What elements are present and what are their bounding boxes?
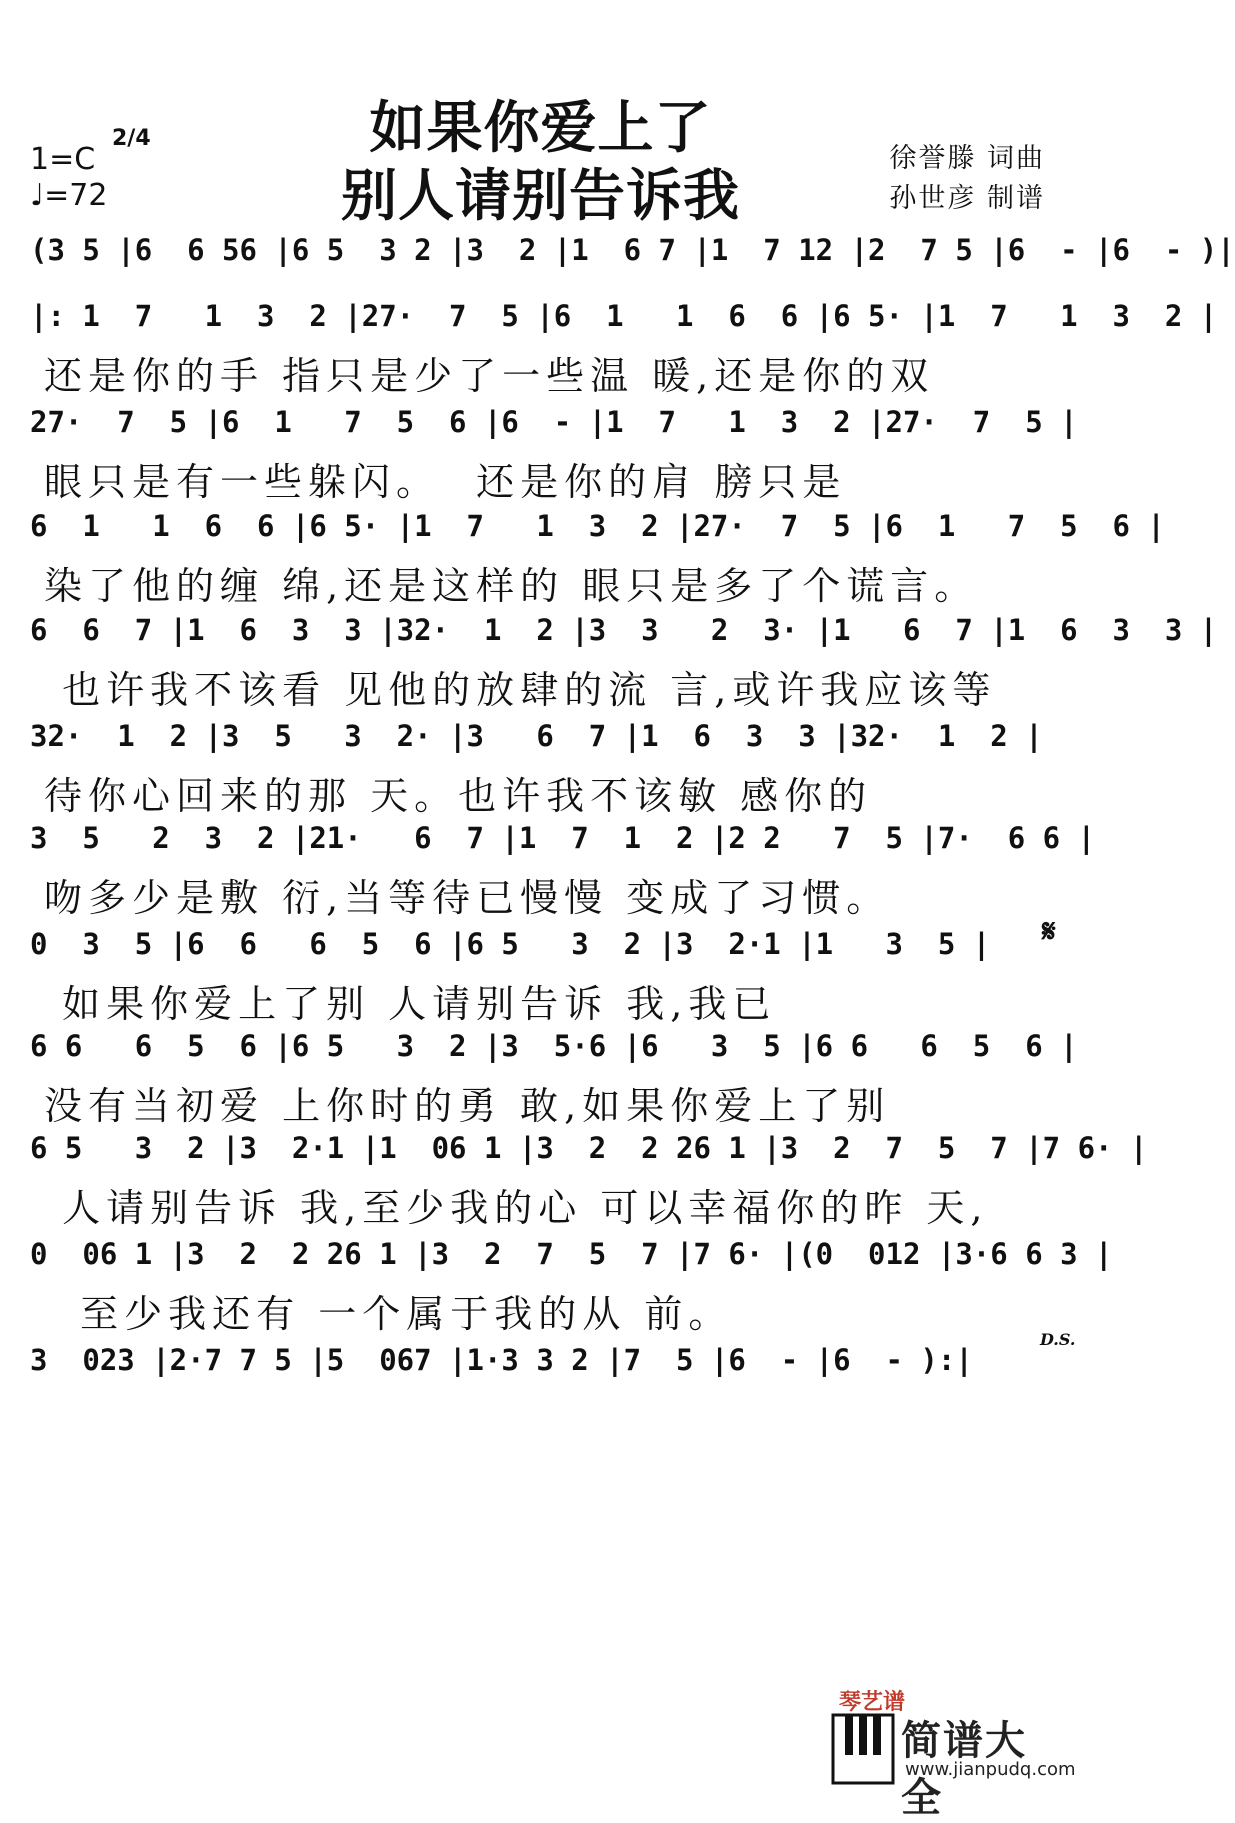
lyrics-line: 染了他的缠 绵,还是这样的 眼只是多了个谎言。 [44,564,979,608]
notation-text: 3 023 |2·7 7 5 |5 067 |1·3 3 2 |7 5 |6 - |6 - ):| [30,1343,973,1377]
notation-text: 6 6 7 |1 6 3 3 |32· 1 2 |3 3 2 3· |1 6 7 |1 6 3 3 | [30,613,1218,647]
lyrics-line: 也许我不该看 见他的放肆的流 言,或许我应该等 [44,668,997,712]
notes-line [30,392,1078,452]
lyrics-line: 吻多少是敷 衍,当等待已慢慢 变成了习惯。 [44,876,891,920]
notes-line [30,808,1096,868]
notes-line [30,1016,1078,1076]
notes-line [30,220,1235,280]
notes-line [30,496,1165,556]
logo-url: www.jianpudq.com [905,1759,1076,1780]
score-system [30,808,1096,928]
notation-text: 32· 1 2 |3 5 3 2· |3 6 7 |1 6 3 3 |32· 1 2 | [30,719,1043,753]
piano-icon [831,1713,895,1785]
notation-text: 6 6 6 5 6 |6 5 3 2 |3 5·6 |6 3 5 |6 6 6 5 6 | [30,1029,1078,1063]
lyrics-line: 如果你爱上了别 人请别告诉 我,我已 [44,982,777,1026]
score-system [30,600,1218,720]
score-system [30,220,1235,280]
time-signature: 2/4 [112,126,151,151]
lyrics-line: 还是你的手 指只是少了一些温 暖,还是你的双 [44,354,935,398]
notes-line [30,914,1060,974]
tempo-marking: ♩=72 [30,178,108,213]
key-signature: 1=C [30,142,96,177]
ds-mark: D.S. [1040,1330,1076,1349]
song-title-line-1: 如果你爱上了 [369,95,712,161]
score-system [30,286,1218,406]
notes-line [30,286,1218,346]
score-system [30,1330,1060,1390]
notation-text: 6 1 1 6 6 |6 5· |1 7 1 3 2 |27· 7 5 |6 1 7 5 6 | [30,509,1165,543]
notes-line [30,600,1218,660]
site-logo [831,1690,1076,1821]
notation-text: (3 5 |6 6 56 |6 5 3 2 |3 2 |1 6 7 |1 7 12 |2 7 5 |6 - |6 - )| [30,233,1235,267]
segno-mark: 𝄋 [1042,912,1056,950]
logo-text: 简谱大全 [901,1718,1027,1821]
notes-line [30,706,1060,766]
transcription-credit: 孙世彦 制谱 [889,183,1045,214]
notation-text: 3 5 2 3 2 |21· 6 7 |1 7 1 2 |2 2 7 5 |7· 6 6 | [30,821,1096,855]
notation-text: 27· 7 5 |6 1 7 5 6 |6 - |1 7 1 3 2 |27· 7 5 | [30,405,1078,439]
notes-line [30,1118,1148,1178]
notes-line [30,1330,1060,1390]
lyrics-line: 人请别告诉 我,至少我的心 可以幸福你的昨 天, [44,1186,989,1230]
lyrics-music-credit: 徐誉滕 词曲 [889,143,1045,174]
score-system [30,1118,1148,1238]
lyrics-line: 眼只是有一些躲闪。 还是你的肩 膀只是 [44,460,847,504]
lyrics-line: 待你心回来的那 天。也许我不该敏 感你的 [44,774,873,818]
score-system [30,496,1165,616]
lyrics-line: 至少我还有 一个属于我的从 前。 [44,1292,733,1336]
notation-text: 6 5 3 2 |3 2·1 |1 06 1 |3 2 2 26 1 |3 2 7 5 7 |7 6· | [30,1131,1148,1165]
score-system [30,392,1078,512]
logo-brand: 琴艺谱 [839,1690,906,1715]
notation-text: 0 3 5 |6 6 6 5 6 |6 5 3 2 |3 2·1 |1 3 5 | [30,927,991,961]
notes-line [30,1224,1113,1284]
lyrics-line: 没有当初爱 上你时的勇 敢,如果你爱上了别 [44,1084,891,1128]
notation-text: 0 06 1 |3 2 2 26 1 |3 2 7 5 7 |7 6· |(0 012 |3·6 6 3 | [30,1237,1113,1271]
notation-text: |: 1 7 1 3 2 |27· 7 5 |6 1 1 6 6 |6 5· |1 7 1 3 2 | [30,299,1218,333]
song-title-line-2: 别人请别告诉我 [341,163,740,229]
